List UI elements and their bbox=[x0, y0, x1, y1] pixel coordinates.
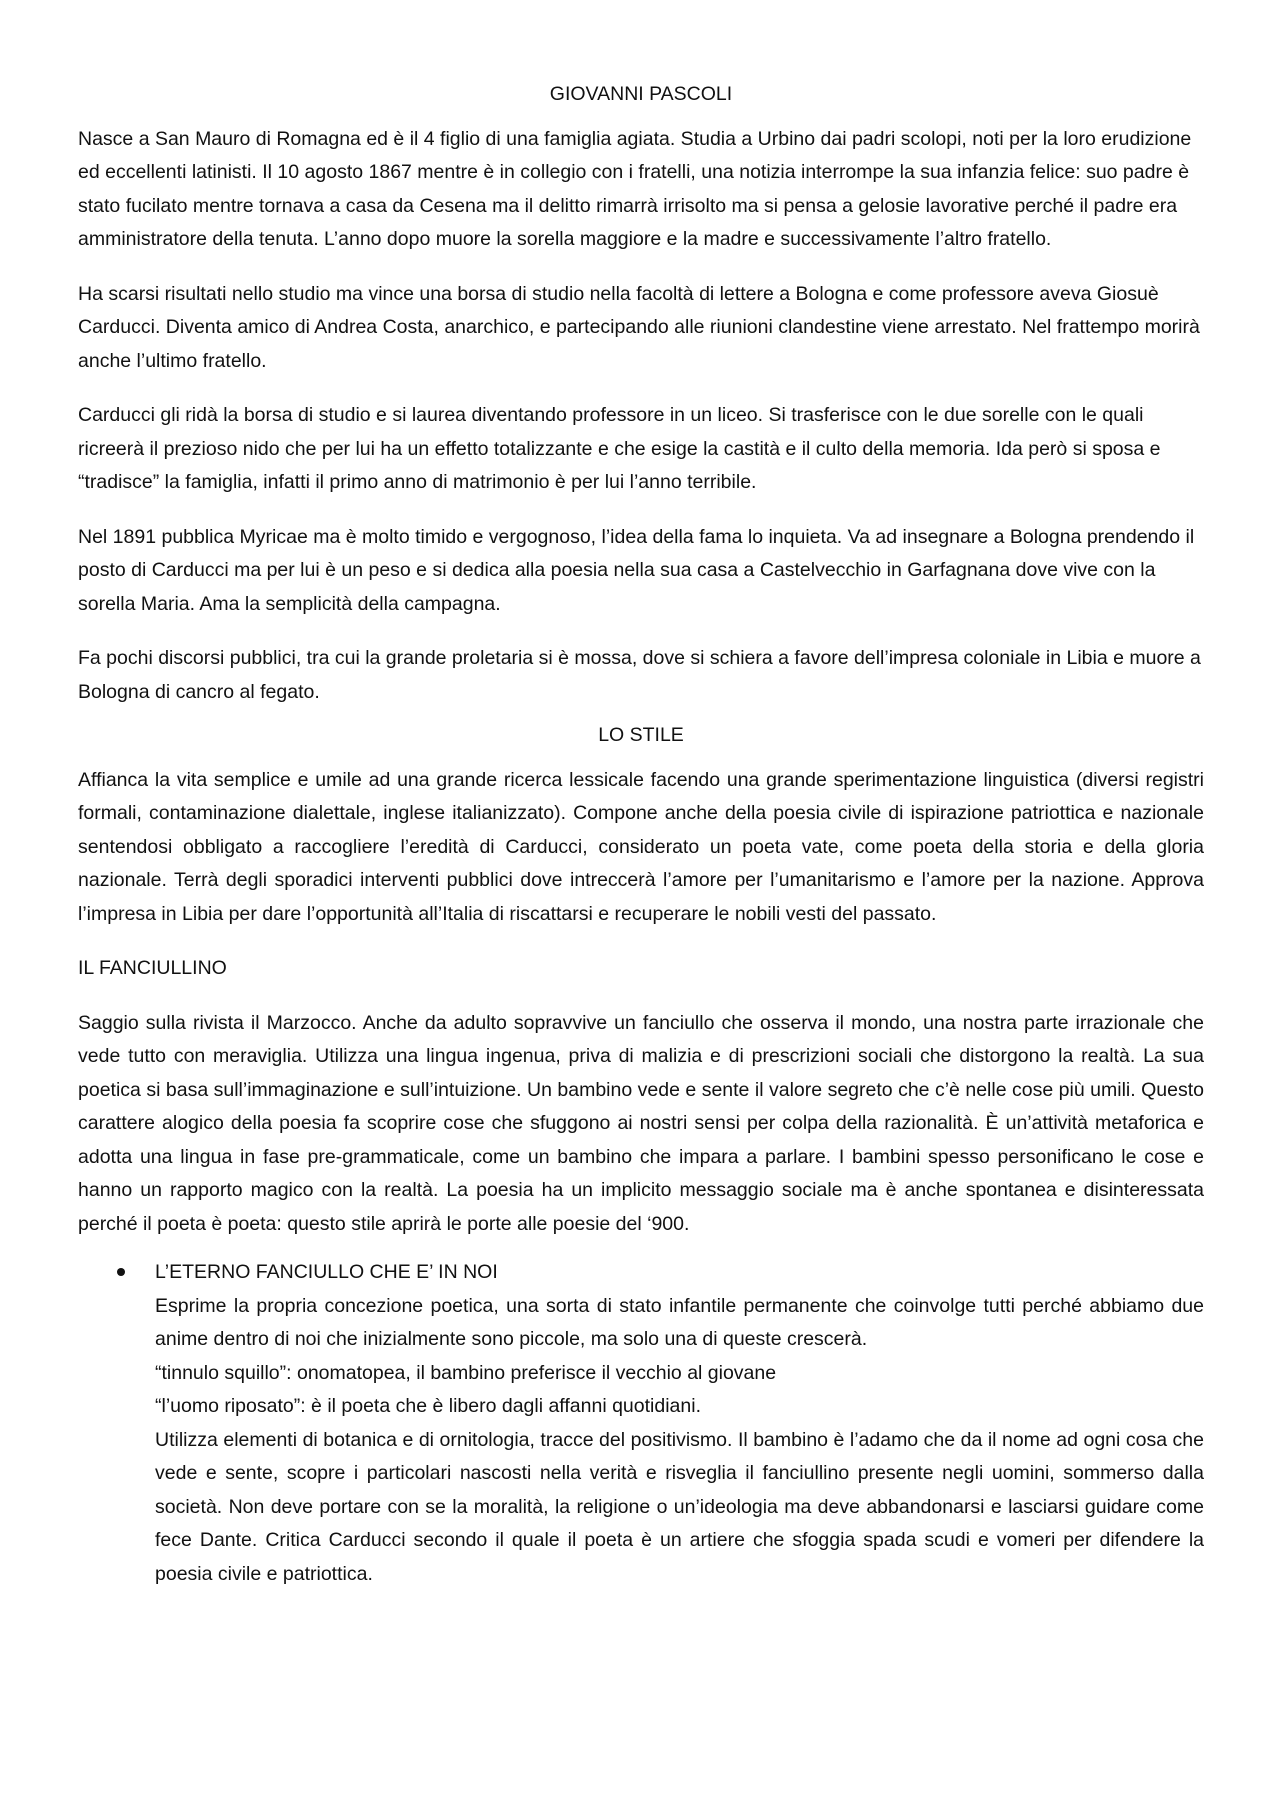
eterno-quote-tinnulo: “tinnulo squillo”: onomatopea, il bambino preferisce il vecchio al giovane bbox=[155, 1361, 777, 1384]
bullet-icon bbox=[117, 1268, 125, 1276]
fanciullino-heading: IL FANCIULLINO bbox=[78, 957, 227, 979]
eterno-bullet-item bbox=[78, 1256, 1204, 1591]
document-title: GIOVANNI PASCOLI bbox=[549, 83, 733, 105]
eterno-quote-uomo: “l’uomo riposato”: è il poeta che è libero dagli affanni quotidiani. bbox=[155, 1395, 701, 1417]
biography-paragraph-4: Nel 1891 pubblica Myricae ma è molto timido e vergognoso, l’idea della fama lo inquieta. Va ad insegnare a Bologna prendendo il posto di Carducci ma per lui è un peso e si dedica alla poesia nella sua casa a Castelvecchio in Garfagnana dove vive con la sorella Maria. Ama la semplicità della campagna. bbox=[78, 525, 1195, 615]
eterno-heading: L’ETERNO FANCIULLO CHE E’ IN NOI bbox=[155, 1261, 498, 1283]
biography-paragraph-5: Fa pochi discorsi pubblici, tra cui la grande proletaria si è mossa, dove si schiera a favore dell’impresa coloniale in Libia e muore a Bologna di cancro al fegato. bbox=[78, 647, 1201, 703]
biography-paragraph-3: Carducci gli ridà la borsa di studio e si laurea diventando professore in un liceo. Si trasferisce con le due sorelle con le quali ricreerà il prezioso nido che per lui ha un effetto totalizzante e che esige la castità e il culto della memoria. Ida però si sposa e “tradisce” la famiglia, infatti il primo anno di matrimonio è per lui l’anno terribile. bbox=[78, 404, 1161, 493]
fanciullino-paragraph: Saggio sulla rivista il Marzocco. Anche da adulto sopravvive un fanciullo che osserva il mondo, una nostra parte irrazionale che vede tutto con meraviglia. Utilizza una lingua ingenua, priva di malizia e di prescrizioni sociali che distorgono la realtà. La sua poetica si basa sull’immaginazione e sull’intuizione. Un bambino vede e sente il valore segreto che c’è nelle cose più umili. Questo carattere alogico della poesia fa scoprire cose che sfuggono ai nostri sensi per colpa della razionalità. È un’attività metaforica e adotta una lingua in fase pre-grammaticale, come un bambino che impara a parlare. I bambini spesso personificano le cose e hanno un rapporto magico con la realtà. La poesia ha un implicito messaggio sociale ma è anche spontanea e disinteressata perché il poeta è poeta: questo stile aprirà le porte alle poesie del ‘900. bbox=[78, 1011, 1204, 1235]
stile-paragraph: Affianca la vita semplice e umile ad una grande ricerca lessicale facendo una grande sperimentazione linguistica (diversi registri formali, contaminazione dialettale, inglese italianizzato). Compone anche della poesia civile di ispirazione patriottica e nazionale sentendosi obbligato a raccogliere l’eredità di Carducci, considerato un poeta vate, come poeta della storia e della gloria nazionale. Terrà degli sporadici interventi pubblici dove intreccerà l’amore per l’umanitarismo e l’amore per la nazione. Approva l’impresa in Libia per dare l’opportunità all’Italia di riscattarsi e recuperare le nobili vesti del passato. bbox=[78, 768, 1204, 925]
stile-heading: LO STILE bbox=[598, 724, 684, 746]
eterno-closing: Utilizza elementi di botanica e di ornitologia, tracce del positivismo. Il bambino è l’adamo che da il nome ad ogni cosa che vede e sente, scopre i particolari nascosti nella verità e risveglia il fanciullino presente negli uomini, sommerso dalla società. Non deve portare con se la moralità, la religione o un’ideologia ma deve abbandonarsi e lasciarsi guidare come fece Dante. Critica Carducci secondo il quale il poeta è un artiere che sfoggia spada scudi e vomeri per difendere la poesia civile e patriottica. bbox=[155, 1428, 1204, 1585]
document-body bbox=[78, 78, 1204, 1591]
biography-paragraph-1: Nasce a San Mauro di Romagna ed è il 4 figlio di una famiglia agiata. Studia a Urbino dai padri scolopi, noti per la loro erudizione ed eccellenti latinisti. Il 10 agosto 1867 mentre è in collegio con i fratelli, una notizia interrompe la sua infanzia felice: suo padre è stato fucilato mentre tornava a casa da Cesena ma il delitto rimarrà irrisolto ma si pensa a gelosie lavorative perché il padre era amministratore della tenuta. L’anno dopo muore la sorella maggiore e la madre e successivamente l’altro fratello. bbox=[78, 127, 1192, 250]
biography-paragraph-2: Ha scarsi risultati nello studio ma vince una borsa di studio nella facoltà di lettere a Bologna e come professore aveva Giosuè Carducci. Diventa amico di Andrea Costa, anarchico, e partecipando alle riunioni clandestine viene arrestato. Nel frattempo morirà anche l’ultimo fratello. bbox=[78, 282, 1200, 372]
eterno-intro: Esprime la propria concezione poetica, una sorta di stato infantile permanente che coinvolge tutti perché abbiamo due anime dentro di noi che inizialmente sono piccole, ma solo una di queste crescerà. bbox=[155, 1294, 1204, 1350]
